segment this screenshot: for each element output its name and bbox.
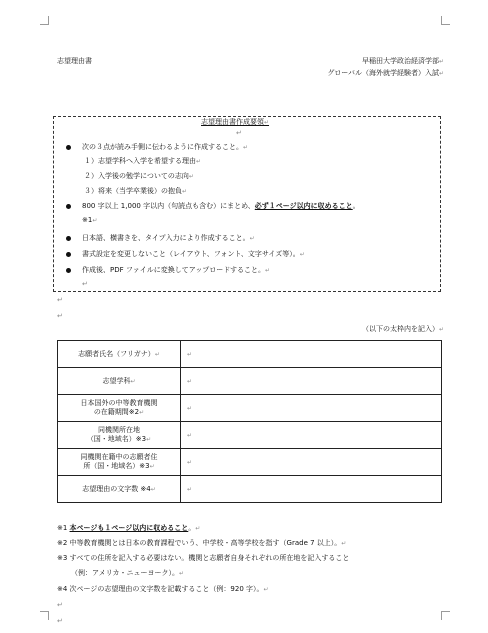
bullet-icon (66, 145, 71, 150)
paragraph-mark: ↵ (57, 312, 63, 320)
bullet-icon (66, 204, 71, 209)
paragraph-mark: ↵ (57, 617, 63, 625)
bullet-icon (66, 252, 71, 257)
label-enrollment-period: 日本国外の中等教育機関 の在籍期間※2↵ (58, 395, 181, 422)
label-applicant-name: 志願者氏名（フリガナ）↵ (58, 341, 181, 368)
label-applicant-address: 同機関在籍中の志願者住 所（国・地域名）※3↵ (58, 449, 181, 476)
applicant-name-field[interactable]: ↵ (181, 341, 442, 368)
crop-mark-bottom-left (40, 611, 49, 620)
table-row (58, 368, 442, 395)
crop-mark-bottom-right (441, 611, 450, 620)
footnote-1: ※1 本ページも１ページ以内に収めること。↵ (57, 524, 201, 532)
table-row (58, 422, 442, 449)
paragraph-mark: ↵ (236, 129, 242, 137)
guide-item-4: 書式設定を変更しないこと（レイアウト、フォント、文字サイズ等）。↵ (82, 250, 305, 258)
paragraph-mark: ↵ (57, 296, 63, 304)
guide-subitem-1: １）志望学科へ入学を希望する理由↵ (84, 157, 202, 165)
table-row (58, 341, 442, 368)
document-title: 志望理由書 (57, 57, 92, 65)
institution-location-field[interactable]: ↵ (181, 422, 442, 449)
form-instruction: （以下の太枠内を記入）↵ (361, 325, 444, 333)
admission-type: グローバル（海外就学経験者）入試↵ (327, 69, 444, 77)
footnote-3: ※3 すべての住所を記入する必要はない。機関と志願者自身それぞれの所在地を記入すること (57, 554, 350, 562)
guide-item-2-note: ※1↵ (82, 216, 98, 224)
footnote-4: ※4 次ページの志望理由の文字数を記載すること（例：920 字）。↵ (57, 585, 269, 593)
desired-department-field[interactable]: ↵ (181, 368, 442, 395)
crop-mark-top-right (441, 16, 450, 25)
label-desired-department: 志望学科↵ (58, 368, 181, 395)
enrollment-period-field[interactable]: ↵ (181, 395, 442, 422)
character-count-field[interactable]: ↵ (181, 476, 442, 503)
guideline-title: 志望理由書作成要領↵ (201, 118, 270, 126)
footnote-3-example: （例：アメリカ・ニューヨーク）。↵ (71, 569, 185, 577)
table-row (58, 395, 442, 422)
label-character-count: 志望理由の文字数 ※4↵ (58, 476, 181, 503)
faculty-name: 早稲田大学政治経済学部↵ (361, 57, 444, 65)
guide-subitem-3: ３）将来（当学卒業後）の抱負↵ (84, 187, 188, 195)
guide-item-5: 作成後、PDF ファイルに変換してアップロードすること。↵ (82, 266, 271, 274)
guide-item-3: 日本語、横書きを、タイプ入力により作成すること。↵ (82, 234, 255, 242)
applicant-address-field[interactable]: ↵ (181, 449, 442, 476)
table-row (58, 449, 442, 476)
application-form-table (57, 340, 442, 503)
footnote-2: ※2 中等教育機関とは日本の教育課程でいう、中学校・高等学校を指す（Grade 7 以上）。↵ (57, 539, 347, 547)
table-row (58, 476, 442, 503)
crop-mark-top-left (40, 16, 49, 25)
bullet-icon (66, 268, 71, 273)
bullet-icon (66, 236, 71, 241)
paragraph-mark: ↵ (57, 601, 63, 609)
guide-subitem-2: ２）入学後の勉学についての志向↵ (84, 172, 194, 180)
paragraph-mark: ↵ (82, 280, 88, 288)
label-institution-location: 同機関所在地 （国・地域名）※3↵ (58, 422, 181, 449)
guide-item-2: 800 字以上 1,000 字以内（句読点も含む）にまとめ、必ず１ページ以内に収めること。 (82, 202, 360, 210)
guide-item-1: 次の３点が読み手側に伝わるように作成すること。↵ (82, 143, 249, 151)
